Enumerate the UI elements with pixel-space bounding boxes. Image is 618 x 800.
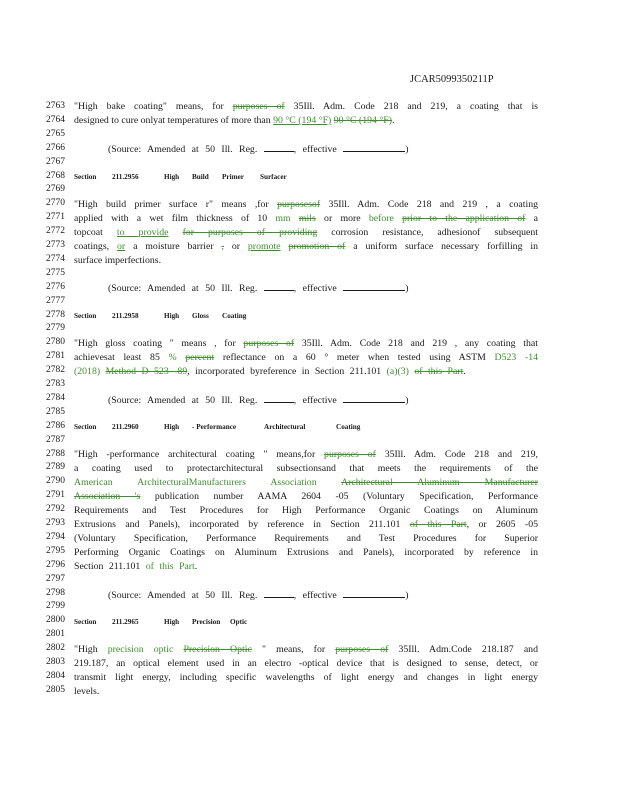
line-number: 2795 bbox=[46, 545, 65, 556]
section-title-word: Architectural bbox=[264, 423, 306, 431]
deleted-text: promotion of bbox=[288, 241, 346, 252]
source-register: at 50 Ill. Reg. bbox=[191, 395, 258, 406]
text: . bbox=[194, 561, 198, 572]
section-number: 211.2965 bbox=[112, 618, 139, 626]
p3-line-2 bbox=[74, 352, 538, 363]
text: "High gloss coating " means , for bbox=[74, 338, 244, 349]
text: 35Ill. Adm. Code 218 and 219, bbox=[375, 449, 538, 460]
source-register: at 50 Ill. Reg. bbox=[191, 283, 258, 294]
p2-line-1 bbox=[74, 199, 538, 210]
line-number: 2804 bbox=[46, 670, 65, 681]
line-number: 2779 bbox=[46, 323, 65, 334]
section-title-word: High bbox=[164, 173, 180, 181]
deleted-text: of this Part bbox=[414, 366, 464, 377]
blank-field bbox=[264, 394, 294, 403]
blank-field bbox=[264, 143, 294, 152]
p4-line-2 bbox=[74, 463, 538, 474]
text: topcoat bbox=[74, 227, 117, 238]
p4-line-4 bbox=[74, 491, 538, 502]
p1-line-2 bbox=[74, 115, 538, 126]
text: a coating used to protectarchitectural subsectionsand that meets the requirements of the bbox=[74, 463, 538, 474]
p2-line-3 bbox=[74, 227, 538, 238]
p2-line-5 bbox=[74, 255, 538, 266]
p5-line-2 bbox=[74, 658, 538, 669]
deleted-text: purposesof bbox=[277, 199, 321, 210]
text: "High build primer surface r" means ,for bbox=[74, 199, 278, 210]
inserted-text: 90 °C (194 °F) bbox=[273, 115, 332, 126]
line-number: 2785 bbox=[46, 406, 65, 417]
line-number: 2798 bbox=[46, 587, 65, 598]
line-number: 2767 bbox=[46, 156, 65, 167]
inserted-text: or bbox=[117, 241, 126, 252]
section-title-word: Coating bbox=[336, 423, 361, 431]
text: " means, for bbox=[251, 644, 336, 655]
p3-line-3 bbox=[74, 366, 538, 377]
section-label: Section bbox=[74, 423, 97, 431]
text: transmit light energy, including specific wavelengths of light energy and changes in light energy bbox=[74, 672, 538, 683]
line-number: 2768 bbox=[46, 170, 65, 181]
source-close: ) bbox=[405, 144, 409, 155]
section-number: 211.2956 bbox=[112, 173, 139, 181]
line-number: 2780 bbox=[46, 337, 65, 348]
section-title-word: Optic bbox=[230, 618, 248, 626]
section-title-word: Build bbox=[192, 173, 209, 181]
text: Extrusions and Panels), incorporated by reference in Section 211.101 bbox=[74, 519, 410, 530]
text: 219.187, an optical element used in an electro -optical device that is designed to sense, detect, or bbox=[74, 658, 538, 669]
line-number: 2772 bbox=[46, 226, 65, 237]
blank-field bbox=[343, 589, 405, 598]
line-number: 2792 bbox=[46, 504, 65, 515]
line-number: 2778 bbox=[46, 309, 65, 320]
line-number: 2802 bbox=[46, 643, 65, 654]
text: designed to cure onlyat temperatures of more than bbox=[74, 115, 274, 126]
p4-line-3 bbox=[74, 477, 538, 488]
source-comma: , bbox=[293, 590, 297, 601]
text: levels. bbox=[74, 686, 100, 697]
source-close: ) bbox=[405, 590, 409, 601]
p2-line-2 bbox=[74, 213, 538, 224]
inserted-text: American ArchitecturalManufacturers Association bbox=[74, 477, 317, 488]
text: Performing Organic Coatings on Aluminum Extrusions and Panels), incorporated by reference in bbox=[74, 547, 538, 558]
section-title-word: Coating bbox=[222, 312, 247, 320]
text: applied with a wet film thickness of 10 bbox=[74, 213, 276, 224]
blank-field bbox=[264, 282, 294, 291]
source-line-1 bbox=[108, 143, 438, 155]
text: "High -performance architectural coating " means,for bbox=[74, 449, 325, 460]
source-amended: Amended bbox=[147, 590, 186, 601]
text: coatings, bbox=[74, 241, 117, 252]
inserted-text: (a)(3) bbox=[386, 366, 409, 377]
source-label: (Source: bbox=[108, 590, 142, 601]
line-number: 2789 bbox=[46, 462, 65, 473]
section-title-word: - Performance bbox=[192, 423, 237, 431]
deleted-text: percent bbox=[185, 352, 215, 363]
text: 35Ill. Adm. Code 218 and 219, a coating that is bbox=[284, 101, 538, 112]
inserted-text: to provide bbox=[116, 227, 169, 238]
line-number: 2771 bbox=[46, 212, 65, 223]
section-label: Section bbox=[74, 618, 97, 626]
section-label: Section bbox=[74, 312, 97, 320]
line-number: 2781 bbox=[46, 351, 65, 362]
line-number: 2801 bbox=[46, 629, 65, 640]
line-number: 2805 bbox=[46, 684, 65, 695]
inserted-text: D523 -14 bbox=[494, 352, 538, 363]
deleted-text: purposes of bbox=[243, 338, 295, 349]
section-title-word: High bbox=[164, 618, 180, 626]
line-number: 2775 bbox=[46, 267, 65, 278]
section-title-word: Precision bbox=[192, 618, 221, 626]
text: 35Ill. Adm.Code 218.187 and bbox=[388, 644, 538, 655]
line-number: 2770 bbox=[46, 198, 65, 209]
deleted-text: , bbox=[221, 241, 224, 252]
text: achievesat least 85 bbox=[74, 352, 169, 363]
line-number: 2786 bbox=[46, 420, 65, 431]
section-label: Section bbox=[74, 173, 97, 181]
section-title-word: High bbox=[164, 423, 180, 431]
deleted-text: purposes of bbox=[324, 449, 376, 460]
inserted-text: mm bbox=[275, 213, 291, 224]
p4-line-9 bbox=[74, 561, 538, 572]
source-line-3 bbox=[108, 394, 438, 406]
line-number: 2796 bbox=[46, 559, 65, 570]
p4-line-6 bbox=[74, 519, 538, 530]
p5-line-4 bbox=[74, 686, 538, 697]
p4-line-1 bbox=[74, 449, 538, 460]
source-comma: , bbox=[293, 144, 297, 155]
text: publication number AAMA 2604 -05 (Voluntary Specification, Performance bbox=[140, 491, 538, 502]
text: or more bbox=[315, 213, 369, 224]
line-number: 2774 bbox=[46, 253, 65, 264]
source-register: at 50 Ill. Reg. bbox=[191, 144, 258, 155]
section-title-word: High bbox=[164, 312, 180, 320]
line-number: 2787 bbox=[46, 434, 65, 445]
text: Section 211.101 bbox=[74, 561, 146, 572]
line-number: 2773 bbox=[46, 240, 65, 250]
text: a moisture barrier bbox=[125, 241, 222, 252]
deleted-text: purposes of bbox=[232, 101, 285, 112]
inserted-text: promote bbox=[247, 241, 281, 252]
text: reflectance on a 60 ° meter when tested using ASTM bbox=[214, 352, 495, 363]
text: , or 2605 -05 bbox=[466, 519, 538, 530]
source-effective: effective bbox=[302, 395, 337, 406]
blank-field bbox=[343, 394, 405, 403]
source-comma: , bbox=[293, 283, 297, 294]
inserted-text: before bbox=[368, 213, 394, 224]
source-line-4 bbox=[108, 589, 438, 601]
line-number: 2766 bbox=[46, 142, 65, 153]
source-label: (Source: bbox=[108, 283, 142, 294]
deleted-text: Architectural Aluminum Manufacturer bbox=[341, 477, 538, 488]
line-number: 2790 bbox=[46, 476, 65, 487]
inserted-text: % bbox=[168, 352, 177, 363]
text: 35Ill. Adm. Code 218 and 219 , a coating bbox=[320, 199, 538, 210]
line-number: 2788 bbox=[46, 448, 65, 459]
deleted-text: for purposes of providing bbox=[182, 227, 318, 238]
text: or bbox=[223, 241, 248, 252]
source-effective: effective bbox=[302, 283, 337, 294]
p3-line-1 bbox=[74, 338, 538, 349]
line-number: 2763 bbox=[46, 101, 65, 111]
inserted-text: of this Part bbox=[145, 561, 195, 572]
section-heading-2965 bbox=[74, 617, 538, 628]
line-number: 2794 bbox=[46, 531, 65, 542]
section-heading-2960 bbox=[74, 422, 538, 433]
line-number: 2783 bbox=[46, 379, 65, 389]
line-number: 2776 bbox=[46, 281, 65, 292]
line-number: 2799 bbox=[46, 601, 65, 612]
p5-line-3 bbox=[74, 672, 538, 683]
p4-line-7 bbox=[74, 533, 538, 544]
source-amended: Amended bbox=[147, 283, 186, 294]
line-number: 2793 bbox=[46, 518, 65, 528]
source-close: ) bbox=[405, 395, 409, 406]
text: "High bbox=[74, 644, 108, 655]
source-effective: effective bbox=[302, 590, 337, 601]
line-number: 2803 bbox=[46, 657, 65, 667]
line-number: 2769 bbox=[46, 184, 65, 195]
line-number: 2800 bbox=[46, 615, 65, 626]
section-number: 211.2958 bbox=[112, 312, 139, 320]
line-number: 2764 bbox=[46, 114, 65, 125]
source-effective: effective bbox=[302, 144, 337, 155]
line-number: 2791 bbox=[46, 490, 65, 501]
source-line-2 bbox=[108, 282, 438, 294]
source-amended: Amended bbox=[147, 395, 186, 406]
section-title-word: Primer bbox=[222, 173, 244, 181]
text: . bbox=[391, 115, 395, 126]
text: surface imperfections. bbox=[74, 255, 162, 266]
line-number: 2784 bbox=[46, 392, 65, 403]
blank-field bbox=[343, 143, 405, 152]
source-label: (Source: bbox=[108, 144, 142, 155]
source-register: at 50 Ill. Reg. bbox=[191, 590, 258, 601]
section-title-word: Gloss bbox=[192, 312, 209, 320]
blank-field bbox=[264, 589, 294, 598]
inserted-text: (2018) bbox=[74, 366, 101, 377]
section-heading-2958 bbox=[74, 311, 538, 322]
line-number: 2765 bbox=[46, 128, 65, 139]
p2-line-4 bbox=[74, 241, 538, 252]
inserted-text: precision optic bbox=[107, 644, 174, 655]
deleted-text: of this Part bbox=[409, 519, 467, 530]
text: 35Ill. Adm. Code 218 and 219 , any coating that bbox=[294, 338, 538, 349]
source-close: ) bbox=[405, 283, 409, 294]
document-id: JCAR5099350211P bbox=[410, 74, 494, 85]
line-number: 2797 bbox=[46, 573, 65, 584]
text: a bbox=[525, 213, 538, 224]
p4-line-5 bbox=[74, 505, 538, 516]
text: corrosion resistance, adhesionof subsequent bbox=[317, 227, 538, 238]
p5-line-1 bbox=[74, 644, 538, 655]
source-amended: Amended bbox=[147, 144, 186, 155]
section-title-word: Surfacer bbox=[260, 173, 287, 181]
section-number: 211.2960 bbox=[112, 423, 139, 431]
source-comma: , bbox=[293, 395, 297, 406]
text: , incorporated byreference in Section 211.101 bbox=[187, 366, 387, 377]
text: Requirements and Test Procedures for High Performance Organic Coatings on Aluminum bbox=[74, 505, 538, 516]
line-number: 2782 bbox=[46, 365, 65, 376]
deleted-text: prior to the application of bbox=[402, 213, 526, 224]
source-label: (Source: bbox=[108, 395, 142, 406]
deleted-text: Method D 523 -89 bbox=[105, 366, 188, 377]
p1-line-1 bbox=[74, 101, 538, 112]
text: (Voluntary Specification, Performance Requirements and Test Procedures for Superior bbox=[74, 533, 538, 544]
section-heading-2956 bbox=[74, 172, 538, 183]
text: a uniform surface necessary forfilling in bbox=[345, 241, 538, 252]
text: "High bake coating" means, for bbox=[74, 101, 233, 112]
deleted-text: purposes of bbox=[335, 644, 389, 655]
p4-line-8 bbox=[74, 547, 538, 558]
text: . bbox=[463, 366, 466, 377]
deleted-text: Association 's bbox=[74, 491, 141, 502]
blank-field bbox=[343, 282, 405, 291]
deleted-text: mils bbox=[298, 213, 316, 224]
deleted-text: Precision Optic bbox=[183, 644, 252, 655]
line-number: 2777 bbox=[46, 295, 65, 306]
deleted-text: 90 °C (194 °F) bbox=[333, 115, 392, 126]
